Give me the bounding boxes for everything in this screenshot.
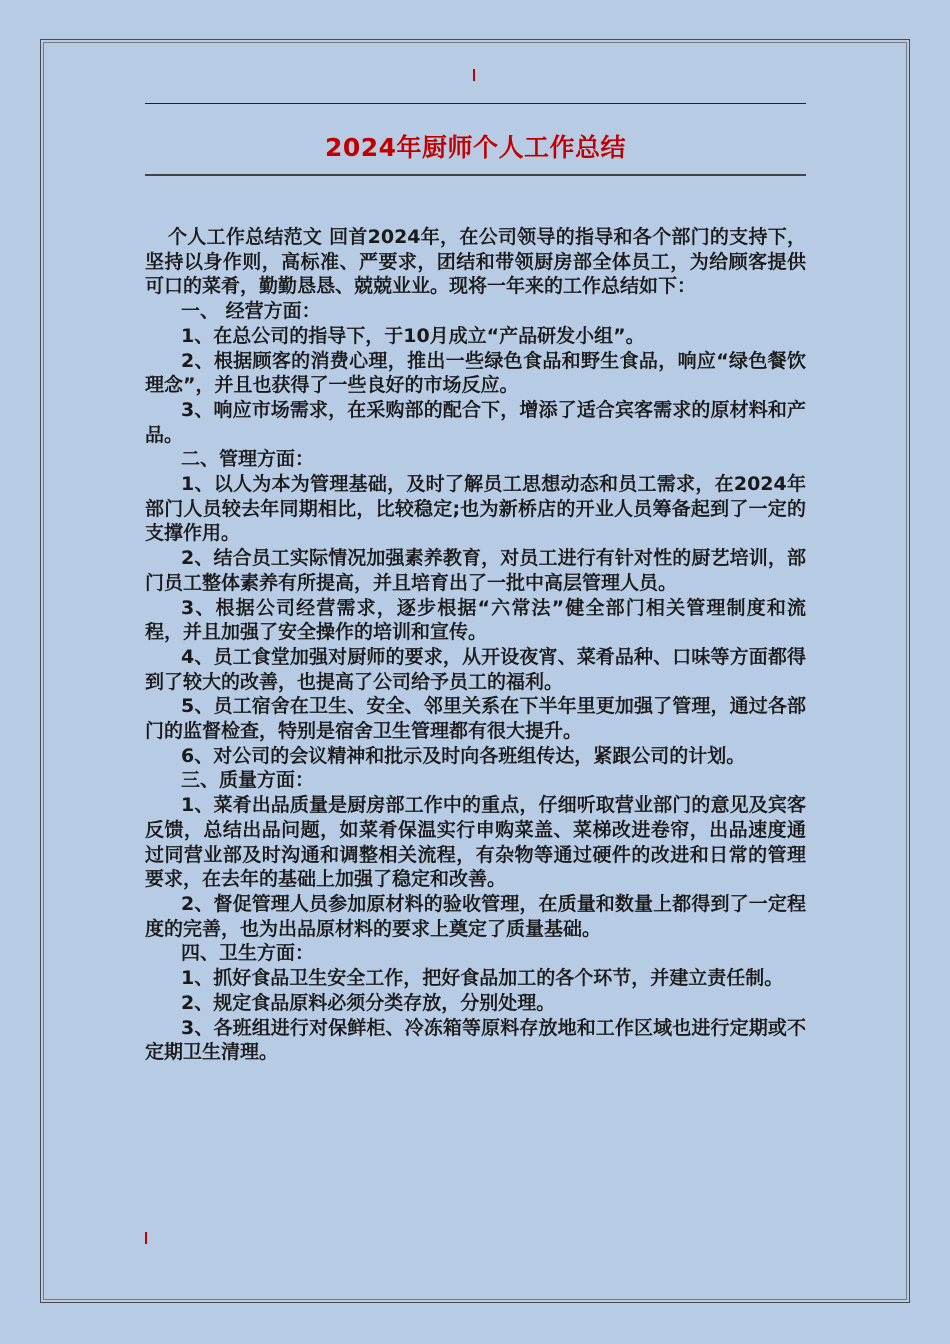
footer-mark bbox=[145, 1232, 147, 1244]
list-item: 5、员工宿舍在卫生、安全、邻里关系在下半年里更加强了管理，通过各部门的监督检查，特别是宿舍卫生管理都有很大提升。 bbox=[145, 695, 806, 743]
header-rule bbox=[145, 103, 806, 104]
list-item: 1、抓好食品卫生安全工作，把好食品加工的各个环节，并建立责任制。 bbox=[181, 967, 784, 990]
section-heading: 三、质量方面： bbox=[181, 769, 315, 792]
list-item: 3、各班组进行对保鲜柜、冷冻箱等原料存放地和工作区域也进行定期或不定期卫生清理。 bbox=[145, 1016, 806, 1064]
header-mark bbox=[473, 69, 475, 81]
list-item: 6、对公司的会议精神和批示及时向各班组传达，紧跟公司的计划。 bbox=[181, 744, 746, 767]
list-item: 2、督促管理人员参加原材料的验收管理，在质量和数量上都得到了一定程度的完善，也为出品原材料的要求上奠定了质量基础。 bbox=[145, 892, 806, 940]
list-item: 3、根据公司经营需求，逐步根据“六常法”健全部门相关管理制度和流程，并且加强了安全操作的培训和宣传。 bbox=[145, 596, 806, 644]
document-body bbox=[145, 225, 806, 1065]
list-item: 3、响应市场需求，在采购部的配合下，增添了适合宾客需求的原材料和产品。 bbox=[145, 398, 806, 446]
list-item: 1、菜肴出品质量是厨房部工作中的重点，仔细听取营业部门的意见及宾客反馈，总结出品问题，如菜肴保温实行申购菜盖、菜梯改进卷帘，出品速度通过同营业部及时沟通和调整相关流程，有杂物等通过硬件的改进和日常的管理要求，在去年的基础上加强了稳定和改善。 bbox=[145, 794, 806, 891]
intro-paragraph: 个人工作总结范文 回首2024年，在公司领导的指导和各个部门的支持下，坚持以身作则，高标准、严要求，团结和带领厨房部全体员工，为给顾客提供可口的菜肴，勤勤恳恳、兢兢业业。现将一年来的工作总结如下： bbox=[145, 226, 806, 298]
list-item: 1、在总公司的指导下，于10月成立“产品研发小组”。 bbox=[181, 324, 645, 347]
list-item: 2、根据顾客的消费心理，推出一些绿色食品和野生食品，响应“绿色餐饮理念”，并且也获得了一些良好的市场反应。 bbox=[145, 349, 806, 397]
section-heading: 一、 经营方面： bbox=[181, 300, 321, 323]
list-item: 2、结合员工实际情况加强素养教育，对员工进行有针对性的厨艺培训，部门员工整体素养有所提高，并且培育出了一批中高层管理人员。 bbox=[145, 547, 806, 594]
section-heading: 四、卫生方面： bbox=[181, 942, 315, 965]
section-heading: 二、管理方面： bbox=[181, 448, 315, 471]
document-title: 2024年厨师个人工作总结 bbox=[324, 133, 627, 162]
list-item: 1、以人为本为管理基础，及时了解员工思想动态和员工需求，在2024年部门人员较去年同期相比，比较稳定;也为新桥店的开业人员筹备起到了一定的支撑作用。 bbox=[145, 473, 806, 545]
list-item: 2、规定食品原料必须分类存放，分别处理。 bbox=[181, 991, 556, 1014]
list-item: 4、员工食堂加强对厨师的要求，从开设夜宵、菜肴品种、口味等方面都得到了较大的改善，也提高了公司给予员工的福利。 bbox=[145, 645, 806, 693]
title-rule bbox=[145, 174, 806, 176]
